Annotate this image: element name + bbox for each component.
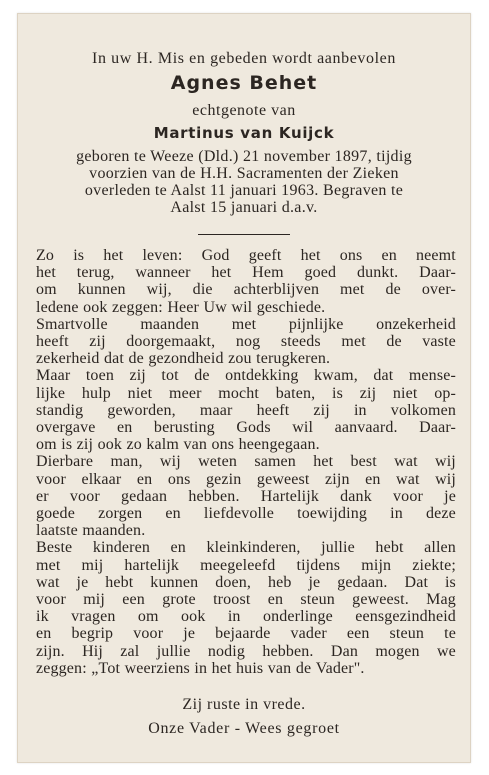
- word: dunkt.: [356, 264, 399, 282]
- word: steun: [300, 591, 335, 609]
- word: man,: [110, 453, 143, 471]
- word: Smartvolle: [36, 315, 108, 333]
- word: maar: [199, 401, 233, 419]
- word: Maar: [36, 367, 71, 385]
- text-line: [36, 471, 456, 488]
- word: het: [36, 264, 56, 282]
- word: Vader".: [315, 659, 365, 677]
- word: voor: [133, 625, 164, 643]
- word: met: [341, 333, 366, 351]
- word: wij: [435, 453, 456, 471]
- word: is: [61, 436, 73, 454]
- memorial-card: [17, 13, 471, 763]
- word: kalm: [146, 436, 179, 454]
- word: de: [385, 281, 401, 299]
- word: weerziens: [124, 659, 190, 677]
- word: met: [36, 556, 61, 574]
- deceased-name: Agnes Behet: [170, 72, 318, 94]
- word: terug,: [76, 264, 115, 282]
- word: mense-: [408, 367, 456, 385]
- word: God: [201, 247, 230, 264]
- word: Gods: [236, 419, 271, 437]
- word: hebt: [375, 539, 404, 557]
- word: Zo: [36, 247, 55, 264]
- word: is: [444, 573, 456, 591]
- spouse-name: Martinus van Kuijck: [153, 124, 335, 142]
- word: wij,: [146, 281, 172, 299]
- word: doorgemaakt,: [126, 333, 216, 351]
- word: geweest: [256, 470, 310, 488]
- word: geweest.: [352, 591, 409, 609]
- word: kunnen: [77, 281, 126, 299]
- word: hebben.: [188, 487, 240, 505]
- word: zij: [89, 333, 106, 351]
- farewell-text: [36, 247, 456, 677]
- word: de: [386, 333, 402, 351]
- word: ons: [167, 470, 191, 488]
- word: het: [300, 247, 321, 264]
- word: zij: [359, 384, 377, 402]
- word: geworden,: [107, 401, 176, 419]
- word: kunnen: [150, 573, 199, 591]
- word: dat: [104, 350, 124, 368]
- word: standig: [36, 401, 84, 419]
- word: huis: [236, 659, 264, 677]
- word: geschiede.: [256, 298, 326, 316]
- word: je: [444, 487, 456, 505]
- word: wij: [159, 453, 181, 471]
- word: voor: [69, 487, 100, 505]
- word: zo: [126, 436, 142, 454]
- word: Daar-: [419, 264, 456, 282]
- word: begrip: [71, 625, 114, 643]
- text-line: [36, 625, 456, 642]
- word: neemt: [416, 247, 456, 264]
- word: baten,: [275, 384, 316, 402]
- word: allen: [424, 539, 456, 557]
- word: zou: [228, 350, 252, 368]
- text-line: [36, 522, 456, 539]
- word: ziekte;: [412, 556, 456, 574]
- word: kwam,: [314, 367, 358, 385]
- word: gezin: [206, 470, 242, 488]
- word: zeggen:: [112, 298, 163, 316]
- text-line: [36, 436, 456, 453]
- word: hulp: [81, 384, 111, 402]
- word: heeft: [36, 333, 69, 351]
- word: niet: [392, 384, 418, 402]
- closing-line: Zij ruste in vrede.: [182, 696, 306, 713]
- text-line: [36, 419, 456, 436]
- word: hebt: [105, 573, 134, 591]
- word: in: [194, 659, 208, 677]
- word: maanden.: [82, 522, 146, 540]
- word: mij: [81, 556, 104, 574]
- word: kleinkinderen,: [206, 539, 301, 557]
- word: Dierbare: [36, 453, 94, 471]
- word: te: [444, 625, 456, 643]
- word: de: [295, 659, 312, 677]
- text-line: [36, 402, 456, 419]
- word: zekerheid: [36, 350, 100, 368]
- word: steeds: [280, 333, 321, 351]
- word: ons: [339, 247, 363, 264]
- word: hartelijk: [124, 556, 180, 574]
- bio-line: voorzien van de H.H. Sacramenten der Zieken: [89, 165, 399, 182]
- prayer-line: Onze Vader - Wees gegroet: [148, 720, 340, 737]
- word: voor: [36, 470, 66, 488]
- word: weten: [198, 453, 238, 471]
- word: mijn: [361, 556, 392, 574]
- word: wil: [292, 419, 314, 437]
- divider-line: [198, 234, 290, 235]
- word: Daar-: [419, 419, 456, 437]
- word: wij: [435, 470, 456, 488]
- word: onzekerheid: [376, 315, 456, 333]
- word: ook: [97, 436, 123, 454]
- word: ook: [181, 608, 206, 626]
- word: en: [117, 419, 133, 437]
- word: zorgen: [98, 505, 143, 523]
- word: is: [73, 247, 85, 264]
- word: nodig: [207, 642, 246, 660]
- word: toewijding: [297, 505, 368, 523]
- bio-line: Aalst 15 januari d.a.v.: [170, 199, 318, 216]
- word: meer: [168, 384, 202, 402]
- word: gezondheid: [148, 350, 224, 368]
- word: vaste: [422, 333, 456, 351]
- word: is: [332, 384, 344, 402]
- word: en: [267, 591, 284, 609]
- word: zij: [313, 401, 330, 419]
- word: jullie: [321, 539, 355, 557]
- biography: [18, 148, 470, 216]
- word: tijdens: [296, 556, 341, 574]
- word: grote: [162, 591, 196, 609]
- word: zeggen:: [36, 659, 87, 677]
- word: met: [340, 281, 365, 299]
- word: een: [346, 625, 370, 643]
- word: zal: [120, 642, 140, 660]
- word: er: [36, 487, 49, 505]
- word: het: [313, 453, 334, 471]
- word: volkomen: [390, 401, 456, 419]
- word: aanvaard.: [334, 419, 398, 437]
- word: in: [227, 608, 241, 626]
- word: het: [103, 247, 124, 264]
- text-line: [36, 574, 456, 591]
- word: en: [365, 470, 381, 488]
- word: ledene: [36, 298, 79, 316]
- word: jullie: [156, 642, 191, 660]
- word: vader: [290, 625, 327, 643]
- word: steun: [389, 625, 425, 643]
- word: samen: [254, 453, 296, 471]
- word: zij: [129, 367, 146, 385]
- word: achterblijven: [233, 281, 320, 299]
- word: dank: [340, 487, 372, 505]
- word: van: [183, 436, 208, 454]
- word: wat: [36, 573, 60, 591]
- word: dat: [373, 367, 394, 385]
- word: vragen: [71, 608, 116, 626]
- word: toen: [85, 367, 114, 385]
- word: Dat: [404, 573, 429, 591]
- bio-line: geboren te Weeze (Dld.) 21 november 1897, tijdig: [76, 148, 412, 165]
- word: gedaan.: [337, 573, 388, 591]
- word: in: [390, 505, 403, 523]
- word: maanden: [140, 315, 200, 333]
- word: om: [36, 281, 57, 299]
- word: ik: [36, 608, 49, 626]
- text-line: [36, 453, 456, 470]
- word: goed: [304, 264, 337, 282]
- word: „Tot: [91, 659, 121, 677]
- text-line: [36, 385, 456, 402]
- word: goede: [36, 505, 75, 523]
- word: op-: [434, 384, 456, 402]
- text-line: [36, 505, 456, 522]
- word: troost: [213, 591, 251, 609]
- word: met: [231, 315, 257, 333]
- word: de: [128, 350, 144, 368]
- word: elkaar: [81, 470, 122, 488]
- text-line: [36, 333, 456, 350]
- word: voor: [393, 487, 423, 505]
- word: eensgezindheid: [355, 608, 456, 626]
- word: we: [436, 642, 456, 660]
- word: wil: [231, 298, 253, 316]
- word: deze: [426, 505, 456, 523]
- text-line: [36, 264, 456, 281]
- word: die: [192, 281, 213, 299]
- word: pijnlijke: [288, 315, 344, 333]
- text-line: [36, 367, 456, 384]
- word: ons: [211, 436, 235, 454]
- word: heb: [267, 573, 292, 591]
- word: kinderen: [92, 539, 151, 557]
- text-line: [36, 488, 456, 505]
- text-line: [36, 281, 456, 298]
- word: mocht: [218, 384, 260, 402]
- word: heeft: [256, 401, 290, 419]
- word: je: [308, 573, 321, 591]
- bio-line: overleden te Aalst 11 januari 1963. Begraven te: [84, 182, 404, 199]
- word: het: [211, 659, 232, 677]
- word: en: [36, 625, 52, 643]
- word: nog: [235, 333, 261, 351]
- text-line: [36, 557, 456, 574]
- word: mogen: [375, 642, 420, 660]
- word: zij: [76, 436, 94, 454]
- word: voor: [36, 591, 66, 609]
- text-line: [36, 316, 456, 333]
- word: van: [267, 659, 292, 677]
- word: om: [137, 608, 159, 626]
- word: in: [353, 401, 367, 419]
- word: zijn: [325, 470, 350, 488]
- word: wat: [396, 470, 420, 488]
- word: om: [36, 436, 57, 454]
- word: bejaarde: [215, 625, 271, 643]
- word: doen,: [215, 573, 252, 591]
- word: en: [136, 470, 153, 488]
- text-line: [36, 660, 456, 677]
- word: over-: [421, 281, 456, 299]
- word: heengegaan.: [238, 436, 320, 454]
- word: en: [381, 247, 397, 264]
- word: best: [350, 453, 377, 471]
- word: je: [76, 573, 89, 591]
- word: hebben.: [262, 642, 314, 660]
- word: Uw: [203, 298, 227, 316]
- text-line: [36, 591, 456, 608]
- text-line: [36, 608, 456, 625]
- word: leven:: [142, 247, 183, 264]
- word: de: [194, 367, 210, 385]
- text-line: [36, 539, 456, 556]
- text-line: [36, 299, 456, 316]
- word: wat: [394, 453, 418, 471]
- word: Hartelijk: [260, 487, 319, 505]
- word: Hij: [82, 642, 103, 660]
- word: Mag: [426, 591, 456, 609]
- word: laatste: [36, 522, 78, 540]
- word: terugkeren.: [256, 350, 331, 368]
- text-line: [36, 643, 456, 660]
- word: gedaan: [120, 487, 168, 505]
- word: geeft: [248, 247, 282, 264]
- word: je: [183, 625, 196, 643]
- word: wanneer: [135, 264, 191, 282]
- word: en: [165, 505, 181, 523]
- text-line: [36, 350, 456, 367]
- word: overgave: [36, 419, 96, 437]
- word: Beste: [36, 539, 73, 557]
- word: lijke: [36, 384, 66, 402]
- word: en: [170, 539, 186, 557]
- intro-line: In uw H. Mis en gebeden wordt aanbevolen: [92, 50, 396, 67]
- word: een: [122, 591, 145, 609]
- word: ook: [83, 298, 108, 316]
- word: liefdevolle: [203, 505, 274, 523]
- spouse-label: echtgenote van: [192, 102, 296, 119]
- word: meegeleefd: [200, 556, 276, 574]
- word: het: [211, 264, 232, 282]
- word: onderlinge: [262, 608, 333, 626]
- word: mij: [83, 591, 105, 609]
- text-line: [36, 247, 456, 264]
- word: niet: [127, 384, 153, 402]
- word: Hem: [252, 264, 284, 282]
- word: zijn.: [36, 642, 65, 660]
- word: tot: [161, 367, 179, 385]
- word: berusting: [153, 419, 215, 437]
- word: ontdekking: [225, 367, 299, 385]
- word: Dan: [330, 642, 359, 660]
- word: Heer: [167, 298, 200, 316]
